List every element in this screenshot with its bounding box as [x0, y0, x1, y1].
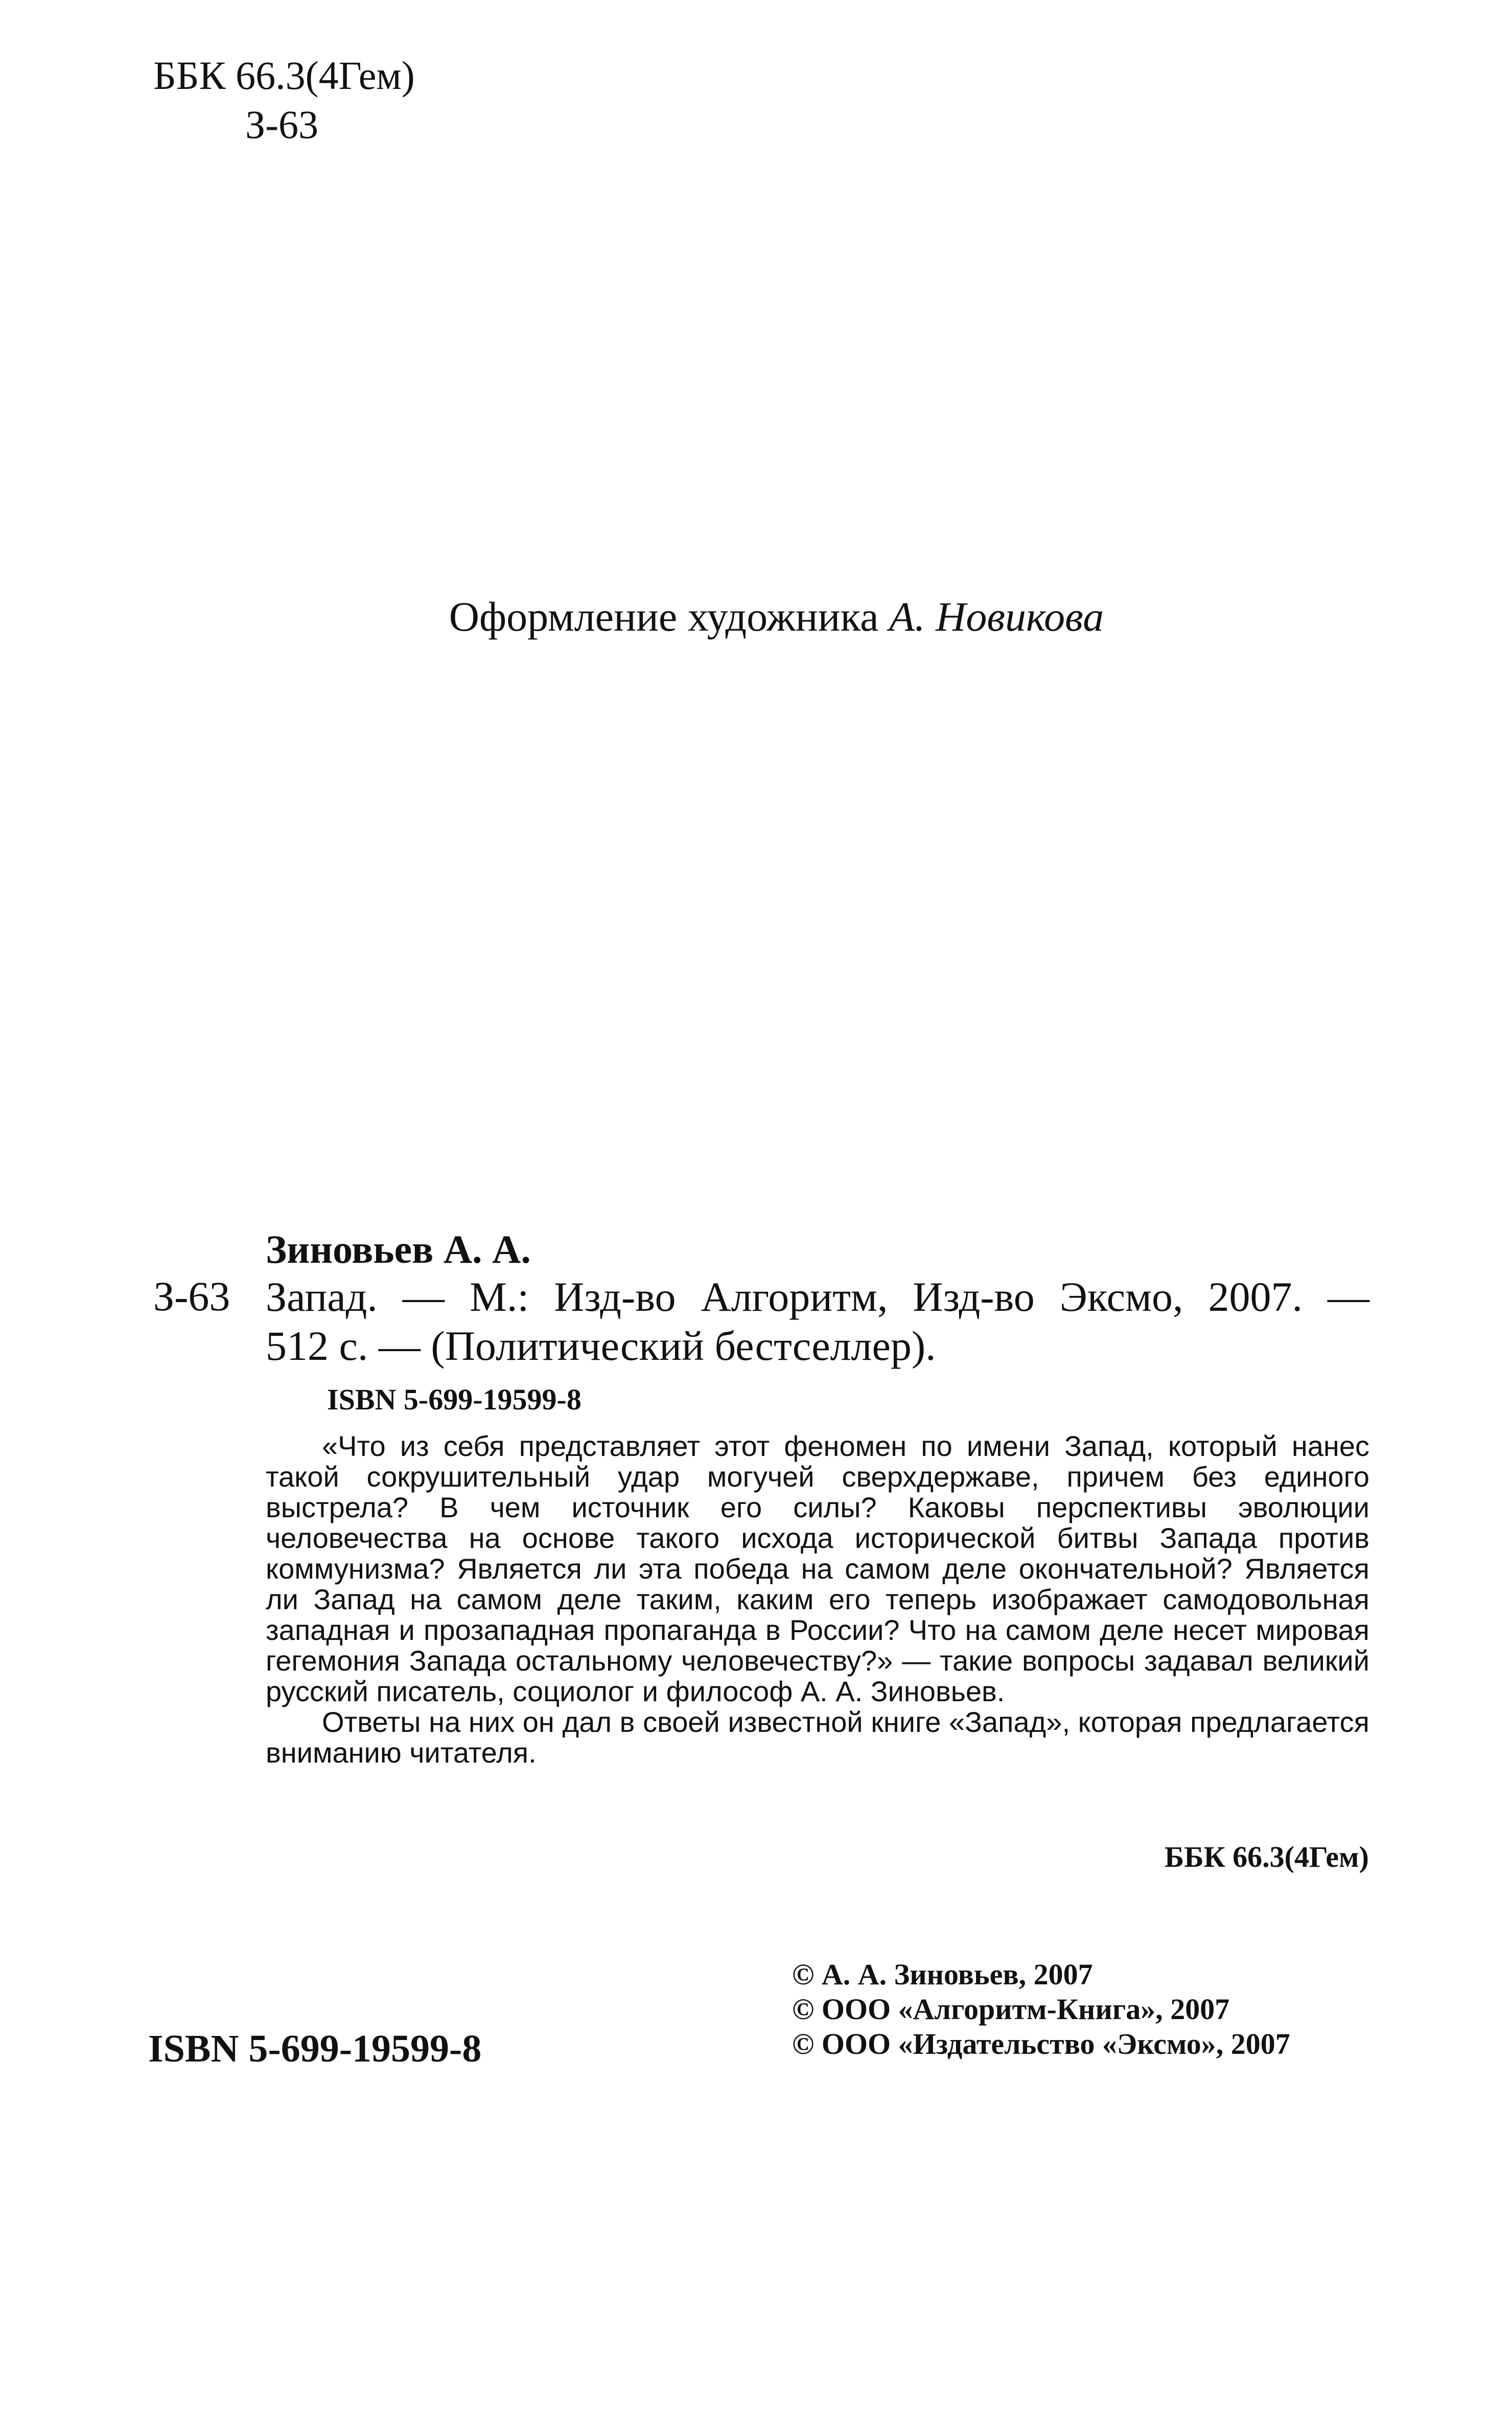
bbk-header — [153, 51, 415, 149]
copyright-block — [792, 1957, 1290, 2061]
annotation — [266, 1431, 1369, 1768]
annotation-paragraph-2: Ответы на них он дал в своей известной книге «Запад», которая предлагается вниманию читателя. — [266, 1706, 1369, 1769]
isbn-footer: ISBN 5-699-19599-8 — [148, 2027, 482, 2070]
bbk-footer: ББК 66.3(4Гем) — [1164, 1840, 1369, 1873]
annotation-paragraph-1: «Что из себя представляет этот феномен по имени Запад, который нанес такой сокрушительный удар могучей сверхдержаве, причем без единого выстрела? В чем источник его силы? Каковы перспективы эволюции человечества на основе такого исхода исторической битвы Запада против коммунизма? Является ли эта победа на самом деле окончательной? Является ли Запад на самом деле таким, каким его теперь изображает самодовольная западная и прозападная пропаганда в России? Что на самом деле несет мировая гегемония Запада остальному человечеству?» — такие вопросы задавал великий русский писатель, социолог и философ А. А. Зиновьев. — [266, 1430, 1369, 1707]
isbn-record: ISBN 5-699-19599-8 — [327, 1383, 581, 1416]
designer-credit — [0, 593, 1512, 641]
bibliographic-description — [266, 1272, 1369, 1371]
biblio-line-2: 512 с. — (Политический бестселлер). — [266, 1323, 936, 1369]
biblio-line-1: Запад. — М.: Изд-во Алгоритм, Изд-во Эксмо, 2007. — — [266, 1273, 1369, 1320]
author-mark-side: З-63 — [153, 1273, 230, 1319]
copyright-line: © ООО «Издательство «Эксмо», 2007 — [792, 2027, 1290, 2060]
bbk-index: ББК 66.3(4Гем) — [153, 53, 415, 98]
copyright-line: © ООО «Алгоритм-Книга», 2007 — [792, 1993, 1230, 2026]
author-heading: Зиновьев А. А. — [266, 1227, 531, 1271]
designer-prefix: Оформление художника — [449, 593, 879, 640]
copyright-line: © А. А. Зиновьев, 2007 — [792, 1958, 1093, 1991]
author-mark: З-63 — [245, 102, 319, 147]
designer-name: А. Новикова — [889, 593, 1104, 640]
